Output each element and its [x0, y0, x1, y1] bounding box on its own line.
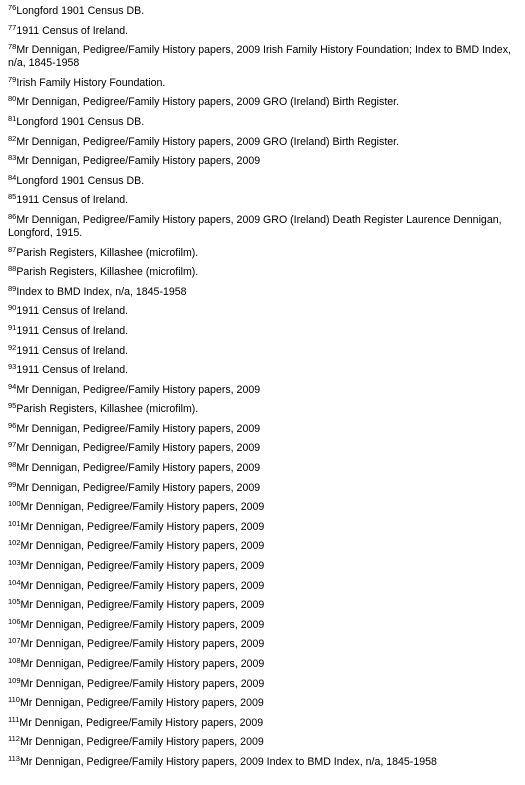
footnote-text: Longford 1901 Census DB. [16, 174, 145, 187]
footnote [8, 501, 513, 514]
footnote [8, 96, 513, 109]
footnote [8, 403, 513, 416]
footnote-text: Mr Dennigan, Pedigree/Family History papers, 2009 GRO (Ireland) Birth Register. [16, 135, 400, 148]
footnote [8, 74, 513, 90]
footnote [8, 322, 513, 338]
footnote-text: Irish Family History Foundation. [16, 76, 166, 89]
footnote-text: Parish Registers, Killashee (microfilm). [16, 403, 199, 416]
footnote-number: 107 [8, 636, 21, 646]
footnote-text: Parish Registers, Killashee (microfilm). [16, 246, 199, 259]
footnote-text: Mr Dennigan, Pedigree/Family History papers, 2009 [20, 579, 265, 592]
footnote-number: 85 [8, 192, 17, 202]
footnote-number: 106 [8, 616, 21, 626]
footnote-text: Longford 1901 Census DB. [16, 115, 145, 128]
footnote-number: 86 [8, 211, 17, 221]
footnote-text: Mr Dennigan, Pedigree/Family History papers, 2009 Irish Family History Foundation; Index to BMD Index, n/a, 1845-1958 [8, 44, 511, 70]
footnote [8, 462, 513, 475]
footnote-text: 1911 Census of Ireland. [16, 344, 129, 357]
footnote [8, 5, 513, 18]
footnote-number: 99 [8, 479, 17, 489]
footnote-number: 93 [8, 362, 17, 372]
footnote-number: 79 [8, 74, 17, 84]
footnote-text: Mr Dennigan, Pedigree/Family History papers, 2009 [20, 560, 265, 573]
footnote-text: Mr Dennigan, Pedigree/Family History papers, 2009 [19, 716, 264, 729]
footnote-text: Mr Dennigan, Pedigree/Family History papers, 2009 [20, 658, 265, 670]
footnote-number: 110 [8, 695, 20, 705]
footnote-number: 98 [8, 460, 17, 470]
footnote [8, 560, 513, 573]
footnote-number: 77 [8, 22, 17, 32]
footnote [8, 194, 513, 207]
footnote-number: 108 [8, 656, 21, 665]
footnote [8, 479, 513, 495]
footnote-number: 80 [8, 94, 17, 104]
footnote-number: 112 [8, 734, 20, 744]
footnote [8, 736, 513, 749]
footnote-text: Longford 1901 Census DB. [16, 5, 145, 17]
footnote [8, 283, 513, 299]
footnote [8, 599, 513, 612]
footnote-number: 101 [8, 518, 21, 528]
footnote-text: Mr Dennigan, Pedigree/Family History papers, 2009 [20, 677, 265, 690]
footnote-number: 94 [8, 381, 17, 391]
footnote [8, 697, 513, 710]
footnote-number: 82 [8, 133, 17, 143]
footnote-text: Mr Dennigan, Pedigree/Family History papers, 2009 [19, 697, 264, 710]
footnote [8, 211, 513, 240]
footnote-text: Mr Dennigan, Pedigree/Family History papers, 2009 [20, 520, 265, 533]
footnote-number: 92 [8, 342, 17, 352]
footnote [8, 133, 513, 149]
footnote [8, 381, 513, 397]
footnote [8, 540, 513, 553]
footnote-number: 88 [8, 264, 17, 274]
footnote-number: 76 [8, 3, 17, 12]
footnote-number: 103 [8, 558, 21, 568]
footnote-number: 102 [8, 538, 21, 548]
footnote-text: 1911 Census of Ireland. [16, 194, 129, 207]
footnote-text: Mr Dennigan, Pedigree/Family History papers, 2009 [16, 462, 261, 475]
footnote [8, 244, 513, 260]
footnote [8, 342, 513, 358]
footnote [8, 577, 513, 593]
footnote-text: Mr Dennigan, Pedigree/Family History papers, 2009 GRO (Ireland) Death Register Laurence Dennigan, Longford, 1915. [8, 213, 502, 239]
footnote [8, 420, 513, 436]
footnote [8, 172, 513, 188]
footnote [8, 305, 513, 318]
footnote [8, 364, 513, 377]
footnote [8, 753, 513, 769]
footnote-text: Mr Dennigan, Pedigree/Family History papers, 2009 GRO (Ireland) Birth Register. [16, 96, 400, 109]
footnote-text: 1911 Census of Ireland. [16, 364, 129, 377]
footnote [8, 155, 513, 168]
footnote-text: Mr Dennigan, Pedigree/Family History papers, 2009 [20, 540, 265, 553]
footnote-text: Mr Dennigan, Pedigree/Family History papers, 2009 Index to BMD Index, n/a, 1845-1958 [19, 755, 437, 768]
footnote [8, 616, 513, 632]
footnote-number: 87 [8, 244, 17, 254]
footnote-text: Mr Dennigan, Pedigree/Family History papers, 2009 [19, 736, 264, 749]
footnote-text: Mr Dennigan, Pedigree/Family History papers, 2009 [16, 383, 261, 396]
footnote-number: 89 [8, 283, 17, 293]
footnote-number: 113 [8, 753, 20, 763]
footnote-number: 90 [8, 303, 17, 313]
footnote [8, 266, 513, 279]
footnote-text: 1911 Census of Ireland. [16, 324, 129, 337]
footnote-number: 84 [8, 172, 17, 182]
footnote-text: Parish Registers, Killashee (microfilm). [16, 266, 199, 279]
footnote-number: 105 [8, 597, 21, 607]
footnote [8, 518, 513, 534]
footnote-number: 104 [8, 577, 21, 587]
footnote-text: Mr Dennigan, Pedigree/Family History papers, 2009 [20, 638, 265, 651]
footnote-text: Index to BMD Index, n/a, 1845-1958 [16, 285, 187, 298]
footnote-number: 111 [8, 714, 20, 724]
footnote [8, 44, 513, 70]
footnote [8, 675, 513, 691]
footnote [8, 113, 513, 129]
footnote-number: 96 [8, 420, 17, 430]
footnote-number: 78 [8, 42, 17, 52]
footnote-number: 109 [8, 675, 21, 685]
footnote-number: 95 [8, 401, 17, 411]
footnote-text: Mr Dennigan, Pedigree/Family History papers, 2009 [20, 618, 265, 631]
footnote-text: Mr Dennigan, Pedigree/Family History papers, 2009 [20, 501, 265, 514]
footnote-number: 97 [8, 440, 17, 450]
footnote [8, 714, 513, 730]
footnote-text: Mr Dennigan, Pedigree/Family History papers, 2009 [20, 599, 265, 612]
footnote-text: Mr Dennigan, Pedigree/Family History papers, 2009 [16, 481, 261, 494]
footnote [8, 22, 513, 38]
footnote-text: 1911 Census of Ireland. [16, 305, 129, 318]
footnote-number: 81 [8, 113, 17, 123]
footnote-text: Mr Dennigan, Pedigree/Family History papers, 2009 [16, 155, 261, 168]
footnote [8, 638, 513, 651]
footnote-number: 100 [8, 499, 21, 509]
footnote-number: 91 [8, 322, 17, 332]
footnote [8, 442, 513, 455]
footnote-text: 1911 Census of Ireland. [16, 24, 129, 37]
footnote-number: 83 [8, 153, 17, 163]
footnote-text: Mr Dennigan, Pedigree/Family History papers, 2009 [16, 422, 261, 435]
footnote-text: Mr Dennigan, Pedigree/Family History papers, 2009 [16, 442, 261, 455]
footnote [8, 658, 513, 671]
footnotes-list [8, 5, 513, 776]
